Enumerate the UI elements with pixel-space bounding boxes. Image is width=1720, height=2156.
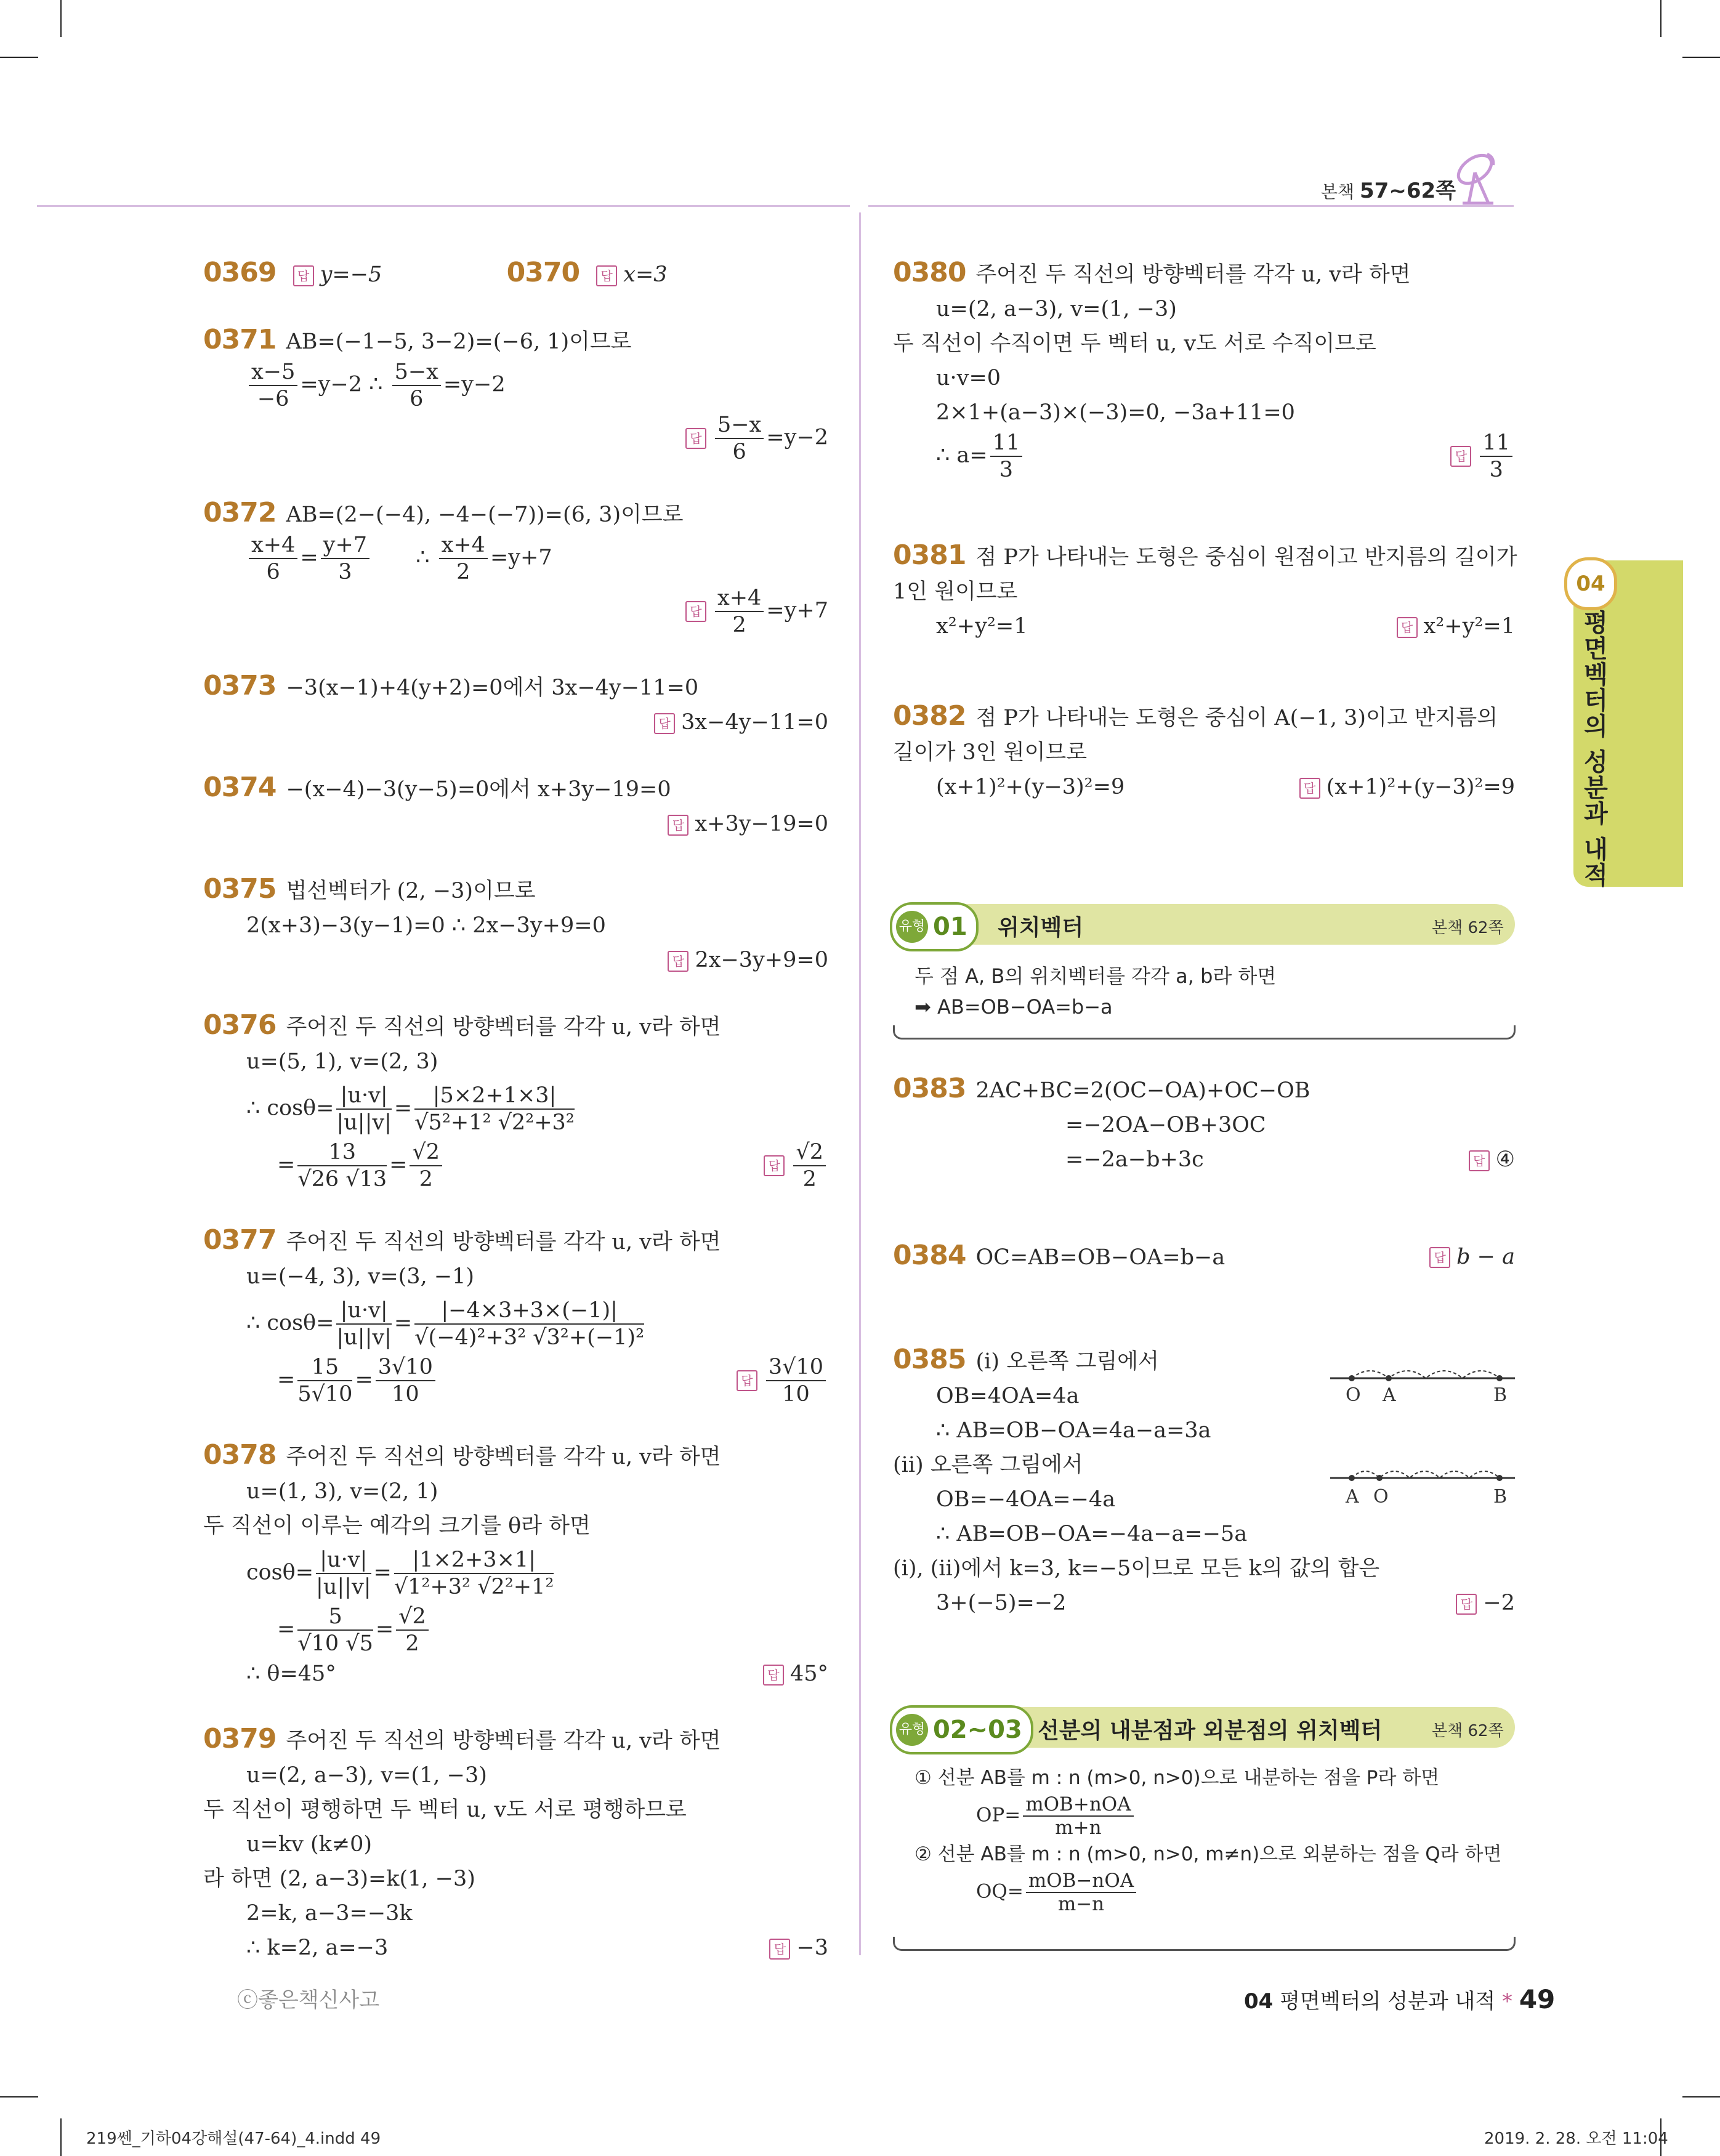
crop-mark [0, 2096, 38, 2097]
fraction: $\frac{11}{3}$ [1480, 430, 1512, 483]
answer-line [1469, 1142, 1515, 1177]
fraction: $\frac{15}{5√10}$ [297, 1355, 353, 1407]
left-column [203, 256, 828, 1996]
problem-number: 0380 [893, 257, 966, 288]
solution-line: −3(x−1)+4(y+2)=0에서 3x−4y−11=0 [286, 676, 699, 700]
answer-text: (x+1)²+(y−3)²=9 [1326, 775, 1515, 799]
point-label: A [1346, 1486, 1359, 1508]
chapter-tab-number: 04 [1564, 557, 1617, 610]
page-number: 49 [1519, 1984, 1556, 2014]
solution-line: 두 직선이 이루는 예각의 크기를 θ라 하면 [203, 1514, 591, 1538]
solution-line: u=kv (k≠0) [246, 1832, 373, 1857]
problem-number: 0371 [203, 324, 277, 355]
solution-line: 2(x+3)−3(y−1)=0 ∴ 2x−3y+9=0 [246, 913, 606, 938]
solution-line: AB=(2−(−4), −4−(−7))=(6, 3)이므로 [286, 503, 684, 527]
problem-number: 0375 [203, 873, 277, 905]
answer-badge: 답 [769, 1939, 790, 1960]
point-label: B [1493, 1486, 1508, 1508]
problem-number: 0381 [893, 539, 966, 571]
answer-line [1299, 770, 1515, 804]
solution-line: ∴ θ=45° [246, 1661, 336, 1686]
solution-line: ∴ AB=OB−OA=4a−a=3a [936, 1418, 1211, 1443]
chapter-tab-title: 평면벡터의 성분과 내적 [1580, 610, 1608, 888]
answer-line [203, 807, 828, 841]
problem-0377: 0377 주어진 두 직선의 방향벡터를 각각 u, v라 하면 u=(−4, 3), v=(3, −1) ∴ cosθ= $\frac{|u\cdot v|}{|u||v|}$ = $\frac{|-4\times 3+3\times(-1)|}{\text{√(−4)²+3² √3²+(−1)²}}$ = $\frac{15}{5√10}$ = $\frac{3√10}{10}$ 답 $\frac{3√10}{10}$ [203, 1223, 828, 1407]
right-column [893, 256, 1515, 835]
number-line-diagram-1 [1330, 1355, 1515, 1404]
problem-number: 0379 [203, 1723, 277, 1754]
fraction: $\frac{3√10}{10}$ [376, 1354, 435, 1407]
answer-line [737, 1354, 828, 1407]
crop-mark [1682, 2096, 1720, 2097]
problem-0371 [203, 323, 828, 465]
answer-badge: 답 [1299, 778, 1320, 799]
answer-badge: 답 [596, 265, 617, 286]
solution-line: 두 직선이 평행하면 두 벡터 u, v도 서로 평행하므로 [203, 1798, 687, 1822]
fraction: $\frac{√2}{2}$ [410, 1139, 442, 1192]
type-02-title: 선분의 내분점과 외분점의 위치벡터 [1038, 1718, 1383, 1743]
problem-0375 [203, 872, 828, 977]
fraction: $\frac{x+4}{6}$ [249, 532, 297, 585]
answer-badge: 답 [1450, 446, 1471, 467]
solution-line: =y−2 ∴ [300, 372, 383, 397]
solution-line: OB=4OA=4a [936, 1384, 1080, 1408]
answer-badge: 답 [1469, 1150, 1490, 1171]
problem-0380: 0380 주어진 두 직선의 방향벡터를 각각 u, v라 하면 u=(2, a−3), v=(1, −3) 두 직선이 수직이면 두 벡터 u, v도 서로 수직이므로 u·v=0 2×1+(a−3)×(−3)=0, −3a+11=0 ∴ a= $\frac{11}{3}$ 답 $\frac{11}{3}$ [893, 256, 1515, 483]
answer-line [203, 705, 828, 740]
copyright: ⓒ좋은책신사고 [237, 1988, 380, 2013]
problem-number: 0372 [203, 497, 277, 528]
problem-0382 [893, 699, 1515, 804]
solution-line: AB=(−1−5, 3−2)=(−6, 1)이므로 [286, 329, 632, 354]
solution-line: u=(−4, 3), v=(3, −1) [246, 1264, 475, 1289]
point-label: B [1493, 1384, 1508, 1404]
answer-text: 45° [789, 1661, 828, 1686]
answer-badge: 답 [737, 1370, 757, 1391]
problem-0381 [893, 538, 1515, 644]
answer-text: −2 [1483, 1591, 1515, 1615]
problem-number: 0374 [203, 772, 277, 803]
solution-line: 주어진 두 직선의 방향벡터를 각각 u, v라 하면 [286, 1015, 721, 1040]
answer-badge: 답 [1397, 617, 1418, 638]
page-footer [1244, 1984, 1555, 2014]
answer-line [203, 943, 828, 977]
answer-line: 답 $\frac{x+4}{2}$ =y+7 [203, 585, 828, 638]
solution-line: =−2a−b+3c [1065, 1147, 1204, 1172]
fraction: mOB−nOA m−n [1026, 1870, 1136, 1915]
problem-number: 0385 [893, 1344, 966, 1375]
answer-text: x²+y²=1 [1423, 614, 1515, 639]
header-ref-pages: 57~62쪽 [1360, 179, 1456, 203]
file-slug: 219쎈_기하04강해설(47-64)_4.indd 49 [86, 2130, 381, 2148]
crop-mark [1682, 57, 1720, 58]
solution-line: OB=−4OA=−4a [936, 1487, 1116, 1512]
problem-0383 [893, 1072, 1515, 1177]
crop-mark [1660, 0, 1661, 37]
fraction: $\frac{y+7}{3}$ [321, 532, 369, 585]
crop-mark [60, 0, 62, 37]
solution-line: =y−2 [443, 372, 506, 397]
solution-line: ∴ AB=OB−OA=−4a−a=−5a [936, 1522, 1248, 1546]
problem-0379 [203, 1722, 828, 1965]
solution-line: u=(5, 1), v=(2, 3) [246, 1049, 438, 1074]
fraction: mOB+nOA m+n [1023, 1793, 1133, 1839]
solution-line: 주어진 두 직선의 방향벡터를 각각 u, v라 하면 [975, 262, 1411, 287]
crop-mark [0, 57, 38, 58]
crop-mark [60, 2118, 62, 2156]
fraction: $\frac{13}{√26 √13}$ [297, 1140, 387, 1192]
solution-line: 3+(−5)=−2 [936, 1591, 1067, 1615]
footer-chapter-num: 04 [1244, 1989, 1274, 2014]
type-01-content [915, 961, 1276, 1022]
solution-line: =−2OA−OB+3OC [1065, 1113, 1266, 1137]
type-01-line: 두 점 A, B의 위치벡터를 각각 a, b라 하면 [915, 964, 1277, 988]
problem-0384 [893, 1238, 1515, 1275]
type-01-title: 위치벡터 [998, 915, 1084, 940]
type-01-line: ➡ AB=OB−OA=b−a [915, 995, 1113, 1019]
answer-badge: 답 [685, 601, 706, 622]
problem-number: 0370 [506, 257, 580, 288]
fraction: $\frac{x+4}{2}$ [715, 585, 764, 638]
fraction: $\frac{x+4}{2}$ [439, 532, 488, 585]
answer-text: x=3 [623, 262, 668, 287]
header-rule-left [37, 205, 850, 207]
solution-line: u=(2, a−3), v=(1, −3) [246, 1763, 487, 1788]
fraction: $\frac{|5\times 2+1\times 3|}{\text{√5²+1² √2²+3²}}$ [414, 1083, 575, 1135]
answer-line [1397, 609, 1516, 644]
solution-line: 라 하면 (2, a−3)=k(1, −3) [203, 1867, 475, 1891]
fraction: $\frac{√2}{2}$ [396, 1604, 429, 1657]
type-02-line: ① 선분 AB를 m : n (m>0, n>0)으로 내분하는 점을 P라 하면 [915, 1767, 1440, 1789]
footer-star: * [1502, 1989, 1513, 2014]
solution-line: 2×1+(a−3)×(−3)=0, −3a+11=0 [936, 400, 1295, 425]
type-01-badge: 유형 01 [890, 902, 979, 951]
answer-text: 2x−3y+9=0 [695, 948, 828, 972]
answer-line [763, 1657, 828, 1691]
answer-text: x+3y−19=0 [695, 812, 828, 836]
header-ref [1321, 174, 1456, 204]
fraction: $\frac{5}{√10 √5}$ [297, 1604, 373, 1656]
header-ref-label: 본책 [1321, 182, 1355, 202]
solution-line: (ii) 오른쪽 그림에서 [893, 1453, 1083, 1477]
problem-number: 0382 [893, 700, 966, 732]
solution-line: 점 P가 나타내는 도형은 중심이 A(−1, 3)이고 반지름의 [975, 706, 1498, 730]
answer-badge: 답 [1456, 1594, 1477, 1615]
type-02-line: ② 선분 AB를 m : n (m>0, n>0, m≠n)으로 외분하는 점을 Q라 하면 [915, 1843, 1502, 1865]
solution-line: 1인 원이므로 [893, 579, 1018, 604]
column-divider [859, 212, 861, 1955]
header-rule-right [868, 205, 1514, 207]
answer-badge: 답 [1429, 1247, 1450, 1268]
number-line-diagram-2 [1330, 1460, 1515, 1509]
answer-text: y=−5 [320, 262, 382, 287]
point-label: A [1383, 1384, 1396, 1404]
solution-line: (i) 오른쪽 그림에서 [975, 1349, 1159, 1374]
print-date: 2019. 2. 28. 오전 11:04 [1484, 2130, 1668, 2148]
solution-line: 길이가 3인 원이므로 [893, 740, 1087, 765]
solution-line: 2=k, a−3=−3k [246, 1901, 413, 1926]
solution-line: 주어진 두 직선의 방향벡터를 각각 u, v라 하면 [286, 1445, 721, 1469]
answer-line [764, 1139, 828, 1192]
type-02-ref: 본책 62쪽 [1432, 1722, 1504, 1740]
answer-badge: 답 [654, 713, 675, 734]
fraction: $\frac{|-4\times 3+3\times(-1)|}{\text{√(−4)²+3² √3²+(−1)²}}$ [414, 1298, 645, 1350]
answer-text: 3x−4y−11=0 [681, 710, 828, 735]
answer-text: −3 [796, 1936, 828, 1960]
point-label: O [1373, 1486, 1389, 1508]
fraction: $\frac{3√10}{10}$ [766, 1354, 826, 1407]
type-02-bracket [893, 1937, 1516, 1951]
answer-text: ④ [1495, 1147, 1515, 1172]
solution-line: (x+1)²+(y−3)²=9 [936, 775, 1125, 799]
solution-line: u=(2, a−3), v=(1, −3) [936, 297, 1177, 321]
problem-0369-0370 [203, 256, 828, 292]
answer-badge: 답 [668, 815, 688, 836]
problem-number: 0384 [893, 1240, 966, 1271]
answer-line [769, 1931, 828, 1965]
problem-0373 [203, 669, 828, 740]
answer-text: b − a [1456, 1244, 1515, 1269]
solution-line: 두 직선이 수직이면 두 벡터 u, v도 서로 수직이므로 [893, 331, 1376, 356]
answer-badge: 답 [685, 428, 706, 449]
solution-line: (i), (ii)에서 k=3, k=−5이므로 모든 k의 값의 합은 [893, 1556, 1380, 1581]
fraction: $\frac{|u\cdot v|}{|u||v|}$ [336, 1083, 392, 1135]
solution-line: x²+y²=1 [936, 614, 1028, 639]
solution-line: u=(1, 3), v=(2, 1) [246, 1479, 438, 1504]
type-02-content: ① 선분 AB를 m : n (m>0, n>0)으로 내분하는 점을 P라 하면 OP= mOB+nOA m+n ② 선분 AB를 m : n (m>0, n>0, m≠n)으로 외분하는 점을 Q라 하면 OQ= mOB−nOA m−n [915, 1762, 1501, 1915]
problem-number: 0377 [203, 1224, 277, 1256]
solution-line: 2AC+BC=2(OC−OA)+OC−OB [975, 1078, 1310, 1103]
problem-number: 0383 [893, 1073, 966, 1104]
answer-badge: 답 [293, 265, 314, 286]
type-01-ref: 본책 62쪽 [1432, 919, 1504, 937]
answer-badge: 답 [668, 951, 688, 972]
answer-line [1450, 430, 1515, 483]
problem-0374 [203, 770, 828, 841]
problem-0378: 0378 주어진 두 직선의 방향벡터를 각각 u, v라 하면 u=(1, 3), v=(2, 1) 두 직선이 이루는 예각의 크기를 θ라 하면 cosθ= $\frac{|u\cdot v|}{|u||v|}$ = $\frac{|1\times 2+3\times 1|}{\text{√1²+3² √2²+1²}}$ = $\frac{5}{√10 √5}$ = $\frac{√2}{2}$ ∴ θ=45° 답 45° [203, 1438, 828, 1691]
satellite-icon [1444, 142, 1506, 209]
solution-line: 점 P가 나타내는 도형은 중심이 원점이고 반지름의 길이가 [975, 545, 1517, 570]
answer-line [1456, 1586, 1515, 1620]
problem-0372: 0372 AB=(2−(−4), −4−(−7))=(6, 3)이므로 $\frac{x+4}{6}$ = $\frac{y+7}{3}$ ∴ $\frac{x+4}{2}$ =y+7 답 $\frac{x+4}{2}$ =y+7 [203, 497, 828, 637]
solution-line: OC=AB=OB−OA=b−a [975, 1245, 1225, 1270]
fraction: $\frac{11}{3}$ [990, 430, 1023, 483]
solution-line: 주어진 두 직선의 방향벡터를 각각 u, v라 하면 [286, 1230, 721, 1254]
solution-line: 법선벡터가 (2, −3)이므로 [286, 879, 536, 903]
problem-0376: 0376 주어진 두 직선의 방향벡터를 각각 u, v라 하면 u=(5, 1), v=(2, 3) ∴ cosθ= $\frac{|u\cdot v|}{|u||v|}$ = $\frac{|5\times 2+1\times 3|}{\text{√5²+1² √2²+3²}}$ = $\frac{13}{√26 √13}$ = $\frac{√2}{2}$ 답 $\frac{√2}{2}$ [203, 1008, 828, 1192]
type-02-badge: 유형 02~03 [890, 1705, 1033, 1754]
fraction: $\frac{√2}{2}$ [793, 1139, 826, 1192]
answer-badge: 답 [763, 1665, 784, 1686]
answer-badge: 답 [764, 1155, 785, 1176]
fraction: $\frac{|1\times 2+3\times 1|}{\text{√1²+3² √2²+1²}}$ [394, 1548, 554, 1599]
problem-number: 0376 [203, 1009, 277, 1041]
problem-number: 0369 [203, 257, 277, 288]
point-label: O [1346, 1384, 1361, 1404]
solution-line: u·v=0 [936, 366, 1001, 390]
type-01-bracket [893, 1025, 1516, 1040]
fraction: $\frac{5-x}{6}$ [715, 412, 764, 465]
fraction: $\frac{|u\cdot v|}{|u||v|}$ [316, 1548, 371, 1599]
fraction: $\frac{x-5}{-6}$ [249, 359, 297, 412]
type-01-bar [893, 904, 1515, 945]
solution-line: 주어진 두 직선의 방향벡터를 각각 u, v라 하면 [286, 1729, 721, 1753]
problem-number: 0373 [203, 670, 277, 701]
fraction: $\frac{|u\cdot v|}{|u||v|}$ [336, 1298, 392, 1350]
solution-line: ∴ k=2, a=−3 [246, 1936, 389, 1960]
fraction: $\frac{5-x}{6}$ [392, 359, 441, 412]
problem-number: 0378 [203, 1439, 277, 1471]
solution-line: −(x−4)−3(y−5)=0에서 x+3y−19=0 [286, 777, 671, 802]
footer-chapter-title: 평면벡터의 성분과 내적 [1280, 1989, 1496, 2014]
answer-line [1429, 1240, 1515, 1274]
answer-line: 답 $\frac{5-x}{6}$ =y−2 [203, 412, 828, 465]
